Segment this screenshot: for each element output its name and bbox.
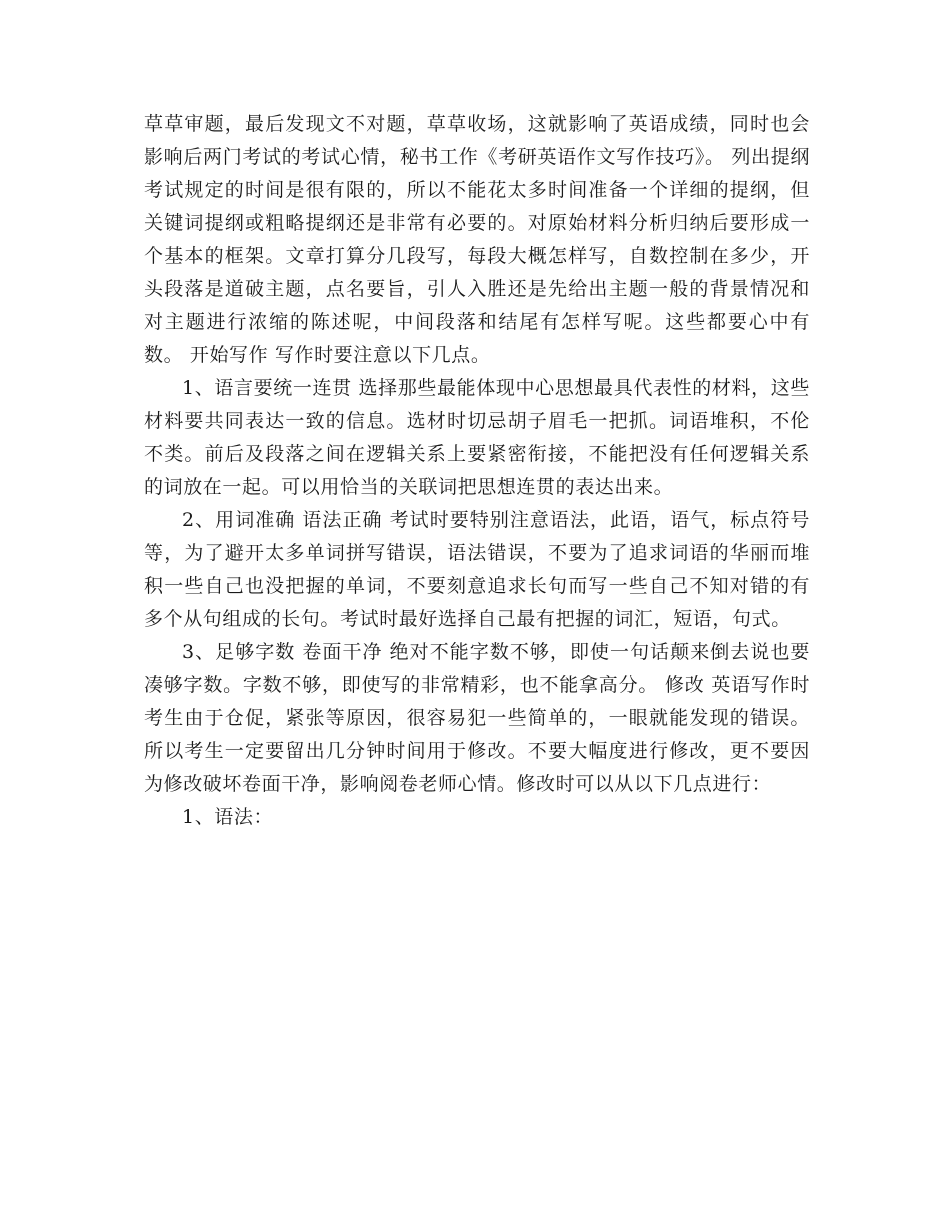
paragraph-intro: 草草审题，最后发现文不对题，草草收场，这就影响了英语成绩，同时也会影响后两门考试的考试心情，秘书工作《考研英语作文写作技巧》。 列出提纲 考试规定的时间是很有限的，所以不能花太多时间准备一个详细的提纲，但关键词提纲或粗略提纲还是非常有必要的。对原始材料分析归纳后要形成一个基本的框架。文章打算分几段写，每段大概怎样写，自数控制在多少，开头段落是道破主题，点名要旨，引人入胜还是先给出主题一般的背景情况和对主题进行浓缩的陈述呢，中间段落和结尾有怎样写呢。这些都要心中有数。 开始写作 写作时要注意以下几点。	[144, 113, 810, 366]
paragraph-point-3: 3、足够字数 卷面干净 绝对不能字数不够，即使一句话颠来倒去说也要凑够字数。字数不够，即使写的非常精彩，也不能拿高分。 修改 英语写作时考生由于仓促，紧张等原因，很容易犯一些简单的，一眼就能发现的错误。所以考生一定要留出几分钟时间用于修改。不要大幅度进行修改，更不要因为修改破坏卷面干净，影响阅卷老师心情。修改时可以从以下几点进行：	[144, 641, 810, 795]
document-body	[144, 108, 810, 834]
paragraph-point-1: 1、语言要统一连贯 选择那些最能体现中心思想最具代表性的材料，这些材料要共同表达一致的信息。选材时切忌胡子眉毛一把抓。词语堆积，不伦不类。前后及段落之间在逻辑关系上要紧密衔接，不能把没有任何逻辑关系的词放在一起。可以用恰当的关联词把思想连贯的表达出来。	[144, 377, 810, 498]
paragraph-grammar: 1、语法：	[182, 806, 274, 828]
paragraph-point-2: 2、用词准确 语法正确 考试时要特别注意语法，此语，语气，标点符号等，为了避开太多单词拼写错误，语法错误，不要为了追求词语的华丽而堆积一些自己也没把握的单词，不要刻意追求长句而写一些自己不知对错的有多个从句组成的长句。考试时最好选择自己最有把握的词汇，短语，句式。	[144, 509, 810, 630]
